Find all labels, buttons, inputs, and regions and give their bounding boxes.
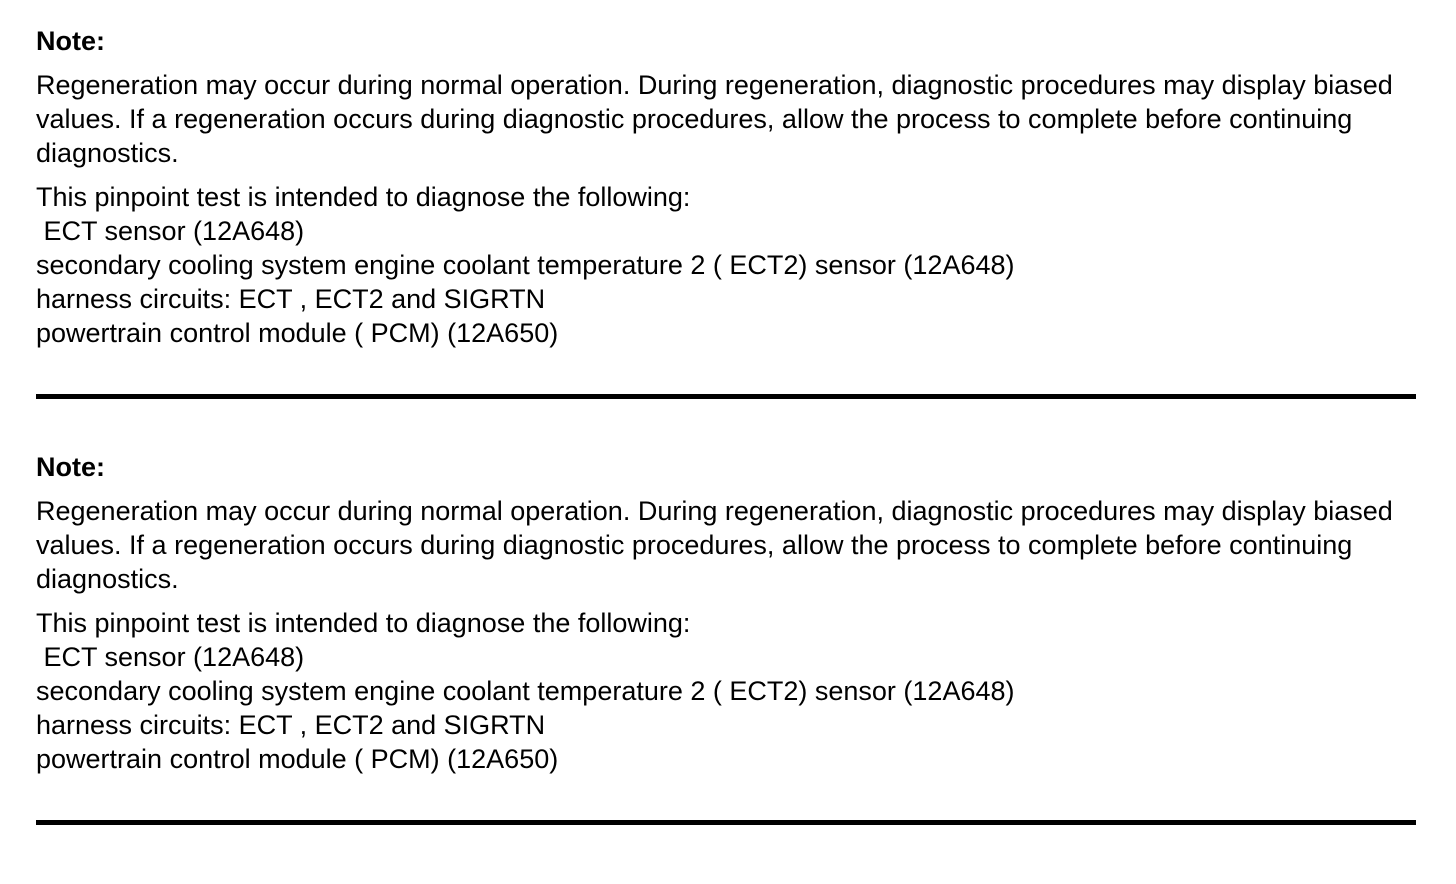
diagnose-item-ect2-sensor: secondary cooling system engine coolant temperature 2 ( ECT2) sensor (12A648) — [36, 676, 1015, 706]
pinpoint-intro: This pinpoint test is intended to diagnose the following: — [36, 608, 691, 638]
diagnose-item-harness-circuits: harness circuits: ECT , ECT2 and SIGRTN — [36, 284, 546, 314]
diagnose-item-ect-sensor: ECT sensor (12A648) — [36, 642, 305, 672]
document — [36, 24, 1416, 825]
diagnose-item-pcm: powertrain control module ( PCM) (12A650) — [36, 318, 559, 348]
section-divider — [36, 820, 1416, 825]
diagnose-item-harness-circuits: harness circuits: ECT , ECT2 and SIGRTN — [36, 710, 546, 740]
note-label: Note: — [36, 26, 105, 56]
note-section-2 — [36, 450, 1416, 825]
diagnose-item-pcm: powertrain control module ( PCM) (12A650) — [36, 744, 559, 774]
pinpoint-intro: This pinpoint test is intended to diagnose the following: — [36, 182, 691, 212]
note-label: Note: — [36, 452, 105, 482]
note-text: Regeneration may occur during normal operation. During regeneration, diagnostic procedures may display biased values. If a regeneration occurs during diagnostic procedures, allow the process to complete before continuing diagnostics. — [36, 496, 1393, 594]
note-text: Regeneration may occur during normal operation. During regeneration, diagnostic procedures may display biased values. If a regeneration occurs during diagnostic procedures, allow the process to complete before continuing diagnostics. — [36, 70, 1393, 168]
note-section-1 — [36, 24, 1416, 399]
diagnose-item-ect2-sensor: secondary cooling system engine coolant temperature 2 ( ECT2) sensor (12A648) — [36, 250, 1015, 280]
section-divider — [36, 394, 1416, 399]
diagnose-item-ect-sensor: ECT sensor (12A648) — [36, 216, 305, 246]
